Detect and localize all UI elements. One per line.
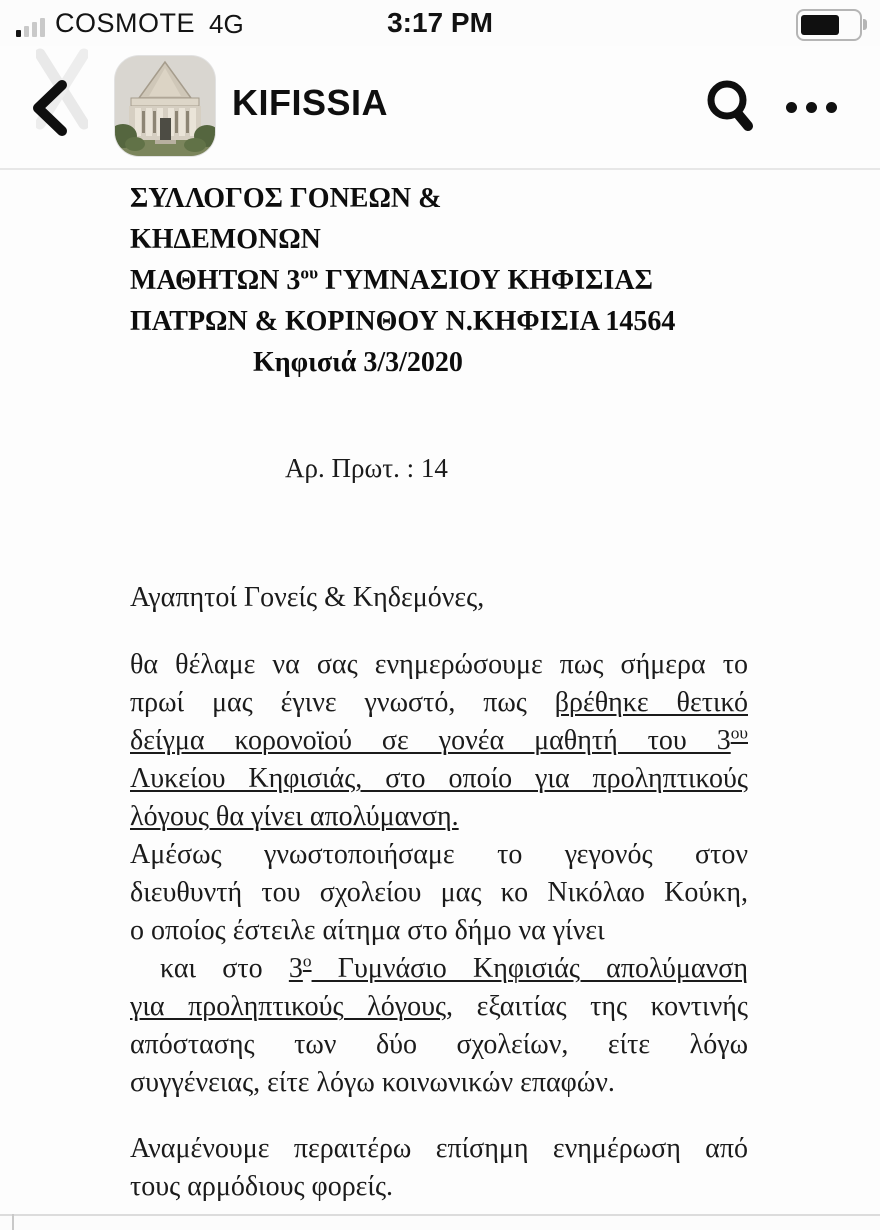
letter-line: απόστασης των δύο σχολείων, είτε λόγω: [130, 1029, 748, 1060]
letter-line: ΜΑΘΗΤΩΝ $3^{o\upsilon}$ ΓΥΜΝΑΣΙΟΥ ΚΗΦΙΣΙΑΣ: [130, 263, 653, 296]
letter-line: για προληπτικούς λόγους, εξαιτίας της κοντινής: [130, 991, 748, 1022]
letter-line: διευθυντή του σχολείου μας κο Νικόλαο Κούκη,: [130, 877, 748, 908]
letter-line: Λυκείου Κηφισιάς, στο οποίο για προληπτικούς: [130, 763, 748, 794]
letter-line: και στο $3^o$ Γυμνάσιο Κηφισιάς απολύμανση: [160, 951, 748, 984]
letter-document: [0, 170, 880, 1214]
letterhead: [130, 178, 748, 383]
paragraph-actions: [130, 836, 748, 1102]
letter-line: λόγους θα γίνει απολύμανση.: [130, 801, 459, 832]
salutation: Αγαπητοί Γονείς & Κηδεμόνες,: [130, 582, 485, 613]
avatar[interactable]: [115, 56, 215, 156]
back-button[interactable]: [30, 80, 70, 136]
letter-line: Κηφισιά 3/3/2020: [253, 347, 463, 378]
letter-line: ΚΗΔΕΜΟΝΩΝ: [130, 224, 321, 255]
network-type-label: 4G: [209, 8, 244, 39]
paragraph-closing: [130, 1130, 748, 1206]
letter-line: ο οποίος έστειλε αίτημα στο δήμο να γίνει: [130, 915, 605, 946]
carrier-label: COSMOTE: [55, 7, 196, 38]
letter-line: θα θέλαμε να σας ενημερώσουμε πως σήμερα το: [130, 649, 748, 680]
letter-line: πρωί μας έγινε γνωστό, πως βρέθηκε θετικό: [130, 687, 748, 718]
chat-header: [0, 46, 880, 170]
letter-line: Αναμένουμε περαιτέρω επίσημη ενημέρωση από: [130, 1133, 748, 1164]
letter-line: ΠΑΤΡΩΝ & ΚΟΡΙΝΘΟΥ Ν.ΚΗΦΙΣΙΑ 14564: [130, 306, 676, 337]
chat-title: KIFISSIA: [232, 82, 389, 123]
letter-line: δείγμα κορονοϊού σε γονέα μαθητή του $3^{o\upsilon}$: [130, 723, 748, 756]
more-options-icon[interactable]: [786, 94, 858, 120]
clock-time: 3:17 PM: [387, 7, 493, 38]
bottom-divider: [0, 1214, 880, 1216]
battery-icon: [796, 9, 862, 41]
letter-line: ΣΥΛΛΟΓΟΣ ΓΟΝΕΩΝ &: [130, 183, 442, 214]
bottom-tick: [12, 1214, 14, 1230]
letter-line: τους αρμόδιους φορείς.: [130, 1171, 394, 1202]
protocol-number: Αρ. Πρωτ. : 14: [285, 453, 448, 483]
paragraph-announcement: [130, 646, 748, 836]
status-bar: [0, 0, 880, 46]
letter-line: Αμέσως γνωστοποιήσαμε το γεγονός στον: [130, 839, 748, 870]
search-icon[interactable]: [702, 76, 758, 136]
letter-line: συγγένειας, είτε λόγω κοινωνικών επαφών.: [130, 1067, 615, 1098]
